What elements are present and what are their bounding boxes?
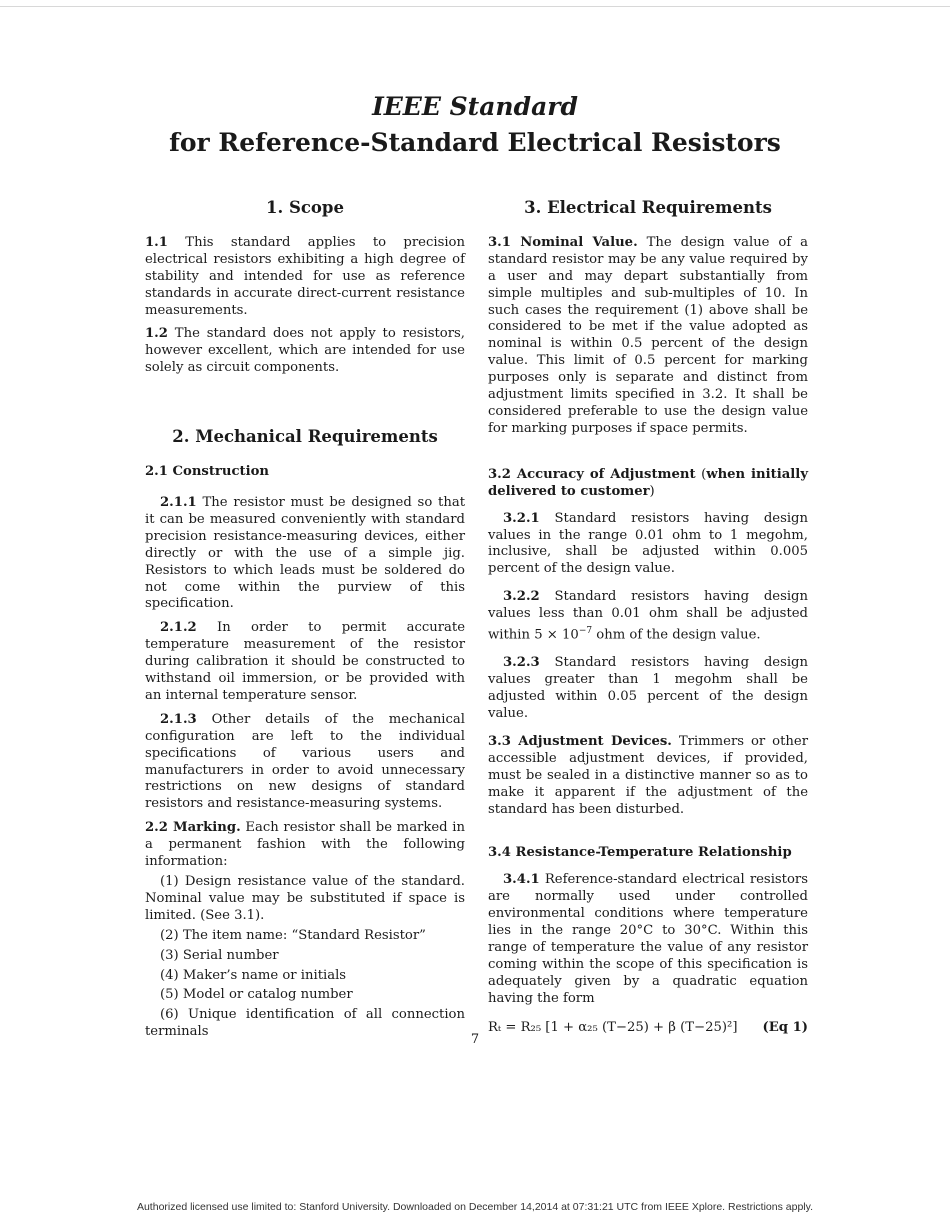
paragraph-2-1-1 xyxy=(145,495,465,613)
clause-number: 2.1.2 xyxy=(160,620,197,636)
clause-heading: 3.1 Nominal Value. xyxy=(488,234,638,250)
document-title-line1: IEEE Standard xyxy=(372,92,578,121)
paragraph-2-2 xyxy=(145,820,465,871)
clause-text: Standard resistors having design values less than 0.01 ohm shall be adjusted within 5 × 10 xyxy=(488,589,808,643)
marking-item: (2) The item name: “Standard Resistor” xyxy=(160,927,426,943)
paragraph-3-2-1 xyxy=(488,511,808,579)
clause-text: This standard applies to precision electrical resistors exhibiting a high degree of stability and intended for use as reference standards in accurate direct-current resistance measurements. xyxy=(145,234,465,318)
paragraph-3-2-3 xyxy=(488,655,808,723)
clause-number: 1.2 xyxy=(145,326,168,342)
license-footer: Authorized licensed use limited to: Stanford University. Downloaded on December 14,2014 at 07:31:21 UTC from IEEE Xplore. Restrictions apply. xyxy=(136,1201,814,1213)
paragraph-3-2-heading xyxy=(488,467,808,501)
scope-heading: 1. Scope xyxy=(266,198,344,217)
marking-item: (1) Design resistance value of the standard. Nominal value may be substituted if space is limited. (See 3.1). xyxy=(145,874,465,923)
equation-formula: Rₜ = R₂₅ [1 + α₂₅ (T−25) + β (T−25)²] xyxy=(488,1019,738,1035)
paragraph-2-1-2 xyxy=(145,620,465,705)
clause-number: 3.4.1 xyxy=(503,872,540,888)
marking-item: (6) Unique identification of all connection terminals xyxy=(145,1007,465,1040)
paragraph-3-2-2 xyxy=(488,589,808,644)
paren: ( xyxy=(695,466,707,482)
clause-text: The resistor must be designed so that it can be measured conveniently with standard precision resistance-measuring devices, either directly or with the use of a simple jig. Resistors to which leads must be soldered do not come within the purview of this specification. xyxy=(145,494,465,612)
clause-text: ohm of the design value. xyxy=(592,627,761,643)
clause-number: 3.2.1 xyxy=(503,510,540,526)
clause-text: Standard resistors having design values greater than 1 megohm shall be adjusted within 0.05 percent of the design value. xyxy=(488,655,808,722)
clause-heading-qualifier: when initially delivered to customer xyxy=(488,466,808,499)
resistance-temperature-heading: 3.4 Resistance-Temperature Relationship xyxy=(488,845,792,861)
clause-number: 2.1.1 xyxy=(160,494,197,510)
clause-number: 3.2.2 xyxy=(503,589,540,605)
marking-item: (3) Serial number xyxy=(160,947,279,963)
paragraph-3-1 xyxy=(488,235,808,438)
clause-text: The design value of a standard resistor may be any value required by a user and may depart substantially from simple multiples and sub-multiples of 10. In such cases the requirement (1) above shall be considered to be met if the value adopted as nominal is within 0.5 percent of the design value. This limit of 0.5 percent for marking purposes only is separate and distinct from adjustment limits specified in 3.2. It shall be considered preferable to use the design value for marking purposes if space permits. xyxy=(488,234,808,436)
clause-text: In order to permit accurate temperature measurement of the resistor during calibration it should be constructed to withstand oil immersion, or be provided with an internal temperature sensor. xyxy=(145,620,465,703)
top-rule xyxy=(0,6,950,7)
clause-text: Trimmers or other accessible adjustment devices, if provided, must be sealed in a distinctive manner so as to make it apparent if the adjustment of the standard has been disturbed. xyxy=(488,733,808,817)
clause-text: Standard resistors having design values in the range 0.01 ohm to 1 megohm, inclusive, shall be adjusted within 0.005 percent of the design value. xyxy=(488,510,808,577)
electrical-heading: 3. Electrical Requirements xyxy=(524,198,772,217)
clause-number: 2.1.3 xyxy=(160,711,197,727)
mechanical-heading: 2. Mechanical Requirements xyxy=(172,427,438,447)
paragraph-2-1-3 xyxy=(145,712,465,813)
marking-item: (5) Model or catalog number xyxy=(160,987,353,1003)
clause-number: 3.2.3 xyxy=(503,655,540,671)
clause-text: Reference-standard electrical resistors are normally used under controlled environmental conditions where temperature lies in the range 20°C to 30°C. Within this range of temperature the value of any resistor coming within the scope of this specification is adequately given by a quadratic equation having the form xyxy=(488,872,808,1006)
construction-heading: 2.1 Construction xyxy=(145,464,269,480)
paragraph-1-2 xyxy=(145,326,465,377)
clause-text: The standard does not apply to resistors, however excellent, which are intended for use solely as circuit components. xyxy=(145,326,465,376)
equation-label: (Eq 1) xyxy=(762,1019,808,1035)
clause-text: Each resistor shall be marked in a permanent fashion with the following information: xyxy=(145,820,465,870)
paren: ) xyxy=(649,483,655,499)
page-number: 7 xyxy=(470,1032,480,1047)
paragraph-1-1 xyxy=(145,235,465,320)
left-column xyxy=(145,200,465,1044)
marking-item: (4) Maker’s name or initials xyxy=(160,967,347,983)
right-column xyxy=(488,200,808,1037)
exponent: −7 xyxy=(578,626,593,637)
paragraph-3-3 xyxy=(488,734,808,819)
clause-heading: 3.3 Adjustment Devices. xyxy=(488,733,672,749)
clause-number: 1.1 xyxy=(145,234,168,250)
clause-text: Other details of the mechanical configuration are left to the individual specifications of various users and manufacturers in order to avoid unnecessary restrictions on new designs of standard resistors and resistance-measuring systems. xyxy=(145,711,465,812)
paragraph-3-4-1 xyxy=(488,872,808,1007)
marking-list xyxy=(145,874,465,1041)
document-title-line2: for Reference-Standard Electrical Resistors xyxy=(169,128,781,157)
clause-heading: 2.2 Marking. xyxy=(145,820,241,836)
clause-heading: 3.2 Accuracy of Adjustment xyxy=(488,466,696,482)
